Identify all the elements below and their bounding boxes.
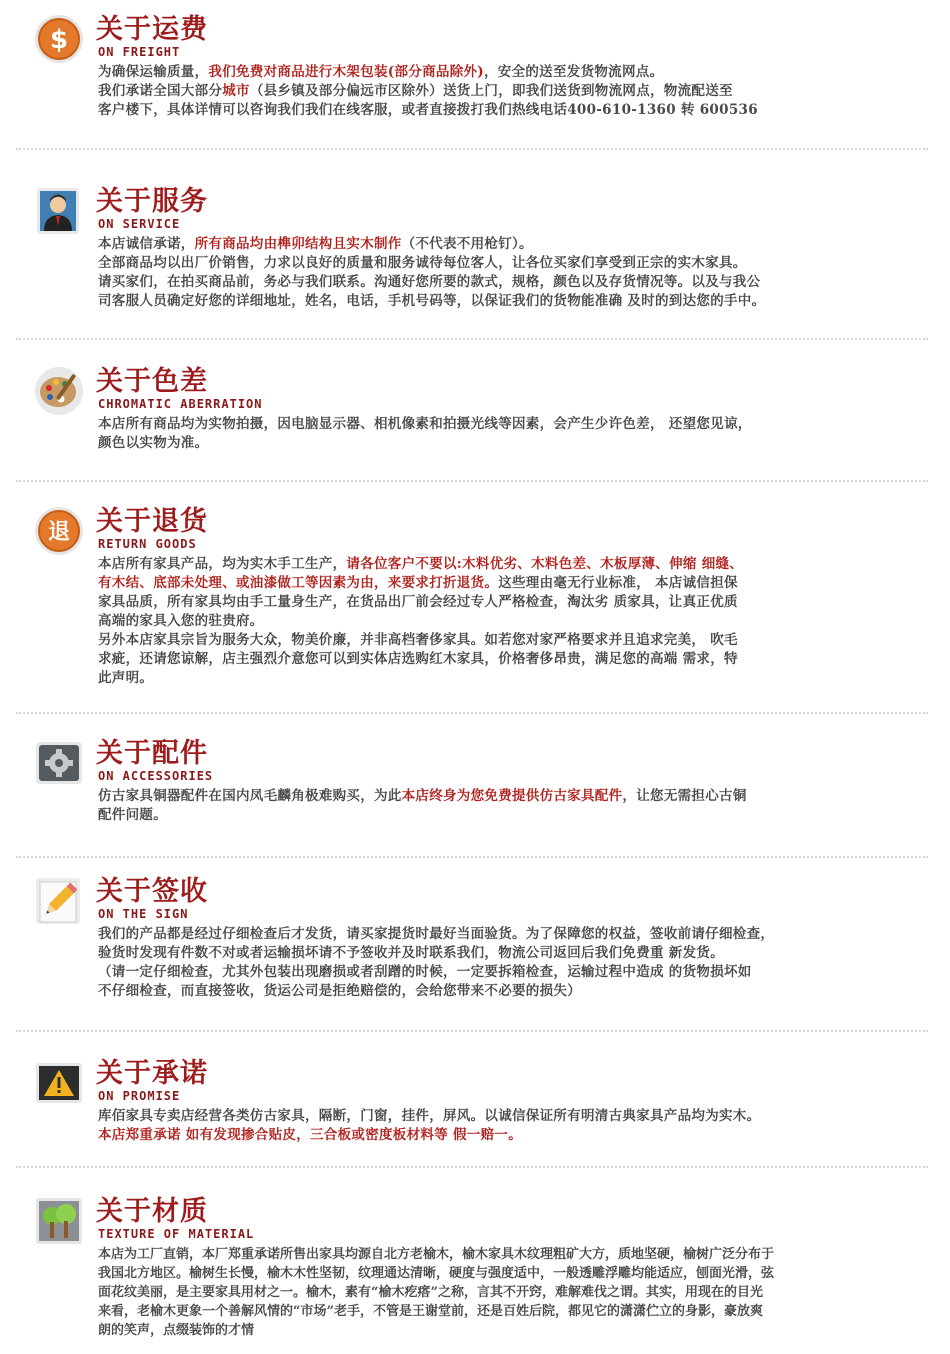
section-subtitle: ON THE SIGN (98, 907, 189, 921)
section-subtitle: ON SERVICE (98, 217, 181, 231)
body-text: 库佰家具专卖店经营各类仿古家具，隔断，门窗，挂件，屏风。以诚信保证所有明清古典家具产品均为实木。 (98, 1108, 761, 1124)
body-line (98, 1107, 928, 1126)
highlight-text: 本店终身为您免费提供仿古家具配件 (401, 788, 623, 804)
body-line (98, 787, 928, 806)
section-body (98, 787, 928, 825)
body-line (98, 1302, 928, 1321)
body-text: 为确保运输质量， (98, 64, 209, 80)
body-text: 来看，老榆木更象一个善解风情的“市场”老手，不管是王谢堂前，还是百姓后院，都见它的潇潇伫立的身影，豪放爽 (98, 1304, 763, 1319)
body-line (98, 1126, 928, 1145)
body-line (98, 415, 928, 434)
body-line (98, 235, 928, 254)
divider (16, 480, 928, 482)
section-body (98, 1245, 928, 1340)
section-subtitle: TEXTURE OF MATERIAL (98, 1227, 255, 1241)
body-text: 本店所有商品均为实物拍摄，因电脑显示器、相机像素和拍摄光线等因素，会产生少许色差， 还望您见谅， (98, 416, 752, 432)
body-line (98, 574, 928, 593)
body-text: 本店所有家具产品，均为实木手工生产， (98, 556, 347, 572)
body-line (98, 1283, 928, 1302)
divider (16, 338, 928, 340)
body-line (98, 101, 928, 120)
body-line (98, 806, 928, 825)
section-title: 关于色差 (96, 366, 208, 397)
body-line (98, 63, 928, 82)
body-text: 司客服人员确定好您的详细地址，姓名，电话，手机号码等，以保证我们的货物能准确 及时的到达您的手中。 (98, 293, 766, 309)
body-text: 另外本店家具宗旨为服务大众，物美价廉，并非高档奢侈家具。如若您对家严格要求并且追求完美， 吹毛 (98, 632, 738, 648)
body-line (98, 254, 928, 273)
body-text: 此声明。 (98, 670, 154, 686)
divider (16, 148, 928, 150)
body-line (98, 292, 928, 311)
body-text: 高端的家具入您的驻贵府。 (98, 613, 264, 629)
body-text: （不代表不用枪钉）。 (401, 236, 533, 252)
dollar-icon (34, 14, 84, 64)
body-text: 全部商品均以出厂价销售，力求以良好的质量和服务诚待每位客人，让各位买家们享受到正宗的实木家具。 (98, 255, 747, 271)
body-text: 家具品质，所有家具均由手工量身生产，在货品出厂前会经过专人严格检查，淘汰劣 质家具，让真正优质 (98, 594, 738, 610)
highlight-text: 请各位客户不要以:木料优劣、木料色差、木板厚薄、伸缩 细缝、 (346, 556, 744, 572)
body-text: 求疵，还请您谅解，店主强烈介意您可以到实体店选购红木家具，价格奢侈昂贵，满足您的高端 需求，特 (98, 651, 738, 667)
section-subtitle: CHROMATIC ABERRATION (98, 397, 263, 411)
gear-icon (34, 738, 84, 788)
section-title: 关于退货 (96, 506, 208, 537)
section-subtitle: RETURN GOODS (98, 537, 197, 551)
divider (16, 1166, 928, 1168)
service-person-icon (34, 186, 84, 236)
highlight-text: 我们免费对商品进行木架包装(部分商品除外) (208, 64, 484, 80)
body-text: 请买家们，在拍买商品前，务必与我们联系。沟通好您所要的款式，规格，颜色以及存货情况等。以及与我公 (98, 274, 761, 290)
body-text: 本店诚信承诺， (98, 236, 195, 252)
body-line (98, 1264, 928, 1283)
body-line (98, 982, 928, 1001)
section-subtitle: ON ACCESSORIES (98, 769, 214, 783)
section-title: 关于配件 (96, 738, 208, 769)
body-text: ，安全的送至发货物流网点。 (483, 64, 664, 80)
body-text: 本店为工厂直销，本厂郑重承诺所售出家具均源自北方老榆木，榆木家具木纹理粗矿大方，质地坚硬，榆树广泛分布于 (98, 1247, 775, 1262)
section-title: 关于签收 (96, 876, 208, 907)
divider (16, 856, 928, 858)
section-title: 关于承诺 (96, 1058, 208, 1089)
section-body (98, 415, 928, 453)
body-text: 验货时发现有件数不对或者运输损坏请不予签收并及时联系我们，物流公司返回后我们免费重 新发货。 (98, 945, 724, 961)
body-line (98, 273, 928, 292)
section-body (98, 235, 928, 311)
body-line (98, 925, 928, 944)
body-text: 这些理由毫无行业标准， 本店诚信担保 (498, 575, 738, 591)
section-body (98, 555, 928, 688)
section-subtitle: ON PROMISE (98, 1089, 181, 1103)
body-line (98, 434, 928, 453)
palette-icon (34, 366, 84, 416)
highlight-text: 城市 (222, 83, 250, 99)
tree-icon (34, 1196, 84, 1246)
body-text: ，让您无需担心古铜 (622, 788, 747, 804)
body-line (98, 1321, 928, 1340)
divider (16, 712, 928, 714)
body-line (98, 944, 928, 963)
section-subtitle: ON FREIGHT (98, 45, 181, 59)
body-text: 我们承诺全国大部分 (98, 83, 223, 99)
body-text: 不仔细检查，而直接签收，货运公司是拒绝赔偿的，会给您带来不必要的损失） (98, 983, 581, 999)
body-text: 面花纹美丽，是主要家具用材之一。榆木，素有“榆木疙瘩”之称，言其不开窍，难解难伐之谓。其实，用现在的目光 (98, 1285, 763, 1300)
section-body (98, 925, 928, 1001)
body-text: 配件问题。 (98, 807, 167, 823)
divider (16, 1030, 928, 1032)
section-body (98, 63, 928, 120)
highlight-text: 本店郑重承诺 如有发现掺合贴皮，三合板或密度板材料等 假一赔一。 (98, 1127, 522, 1143)
svg-text:$: $ (49, 25, 69, 55)
body-line (98, 631, 928, 650)
body-line (98, 593, 928, 612)
section-body (98, 1107, 928, 1145)
body-line (98, 555, 928, 574)
body-text: 我国北方地区。榆树生长慢，榆木木性坚韧，纹理通达清晰，硬度与强度适中，一般透雕浮雕均能适应，刨面光滑，弦 (98, 1266, 775, 1281)
body-text: 朗的笑声，点缀装饰的才情 (98, 1323, 255, 1338)
warning-icon (34, 1058, 84, 1108)
highlight-text: 所有商品均由榫卯结构且实木制作 (194, 236, 402, 252)
body-line (98, 82, 928, 101)
body-line (98, 669, 928, 688)
body-text: 颜色以实物为准。 (98, 435, 209, 451)
body-text: （县乡镇及部分偏远市区除外）送货上门，即我们送货到物流网点，物流配送至 (249, 83, 733, 99)
body-text: 我们的产品都是经过仔细检查后才发货，请买家提货时最好当面验货。为了保障您的权益，签收前请仔细检查， (98, 926, 775, 942)
return-icon (34, 506, 84, 556)
pencil-icon (34, 876, 84, 926)
svg-text:退: 退 (47, 520, 71, 545)
body-text: （请一定仔细检查，尤其外包装出现磨损或者刮蹭的时候，一定要拆箱检查，运输过程中造成 的货物损坏如 (98, 964, 752, 980)
section-title: 关于服务 (96, 186, 208, 217)
body-line (98, 612, 928, 631)
body-text: 仿古家具铜器配件在国内凤毛麟角极难购买，为此 (98, 788, 402, 804)
body-line (98, 1245, 928, 1264)
body-text: 客户楼下，具体详情可以咨询我们我们在线客服，或者直接拨打我们热线电话400-610-1360 转 600536 (98, 102, 758, 118)
body-line (98, 963, 928, 982)
highlight-text: 有木结、底部未处理、或油漆做工等因素为由，来要求打折退货。 (98, 575, 499, 591)
section-title: 关于运费 (96, 14, 208, 45)
body-line (98, 650, 928, 669)
section-title: 关于材质 (96, 1196, 208, 1227)
